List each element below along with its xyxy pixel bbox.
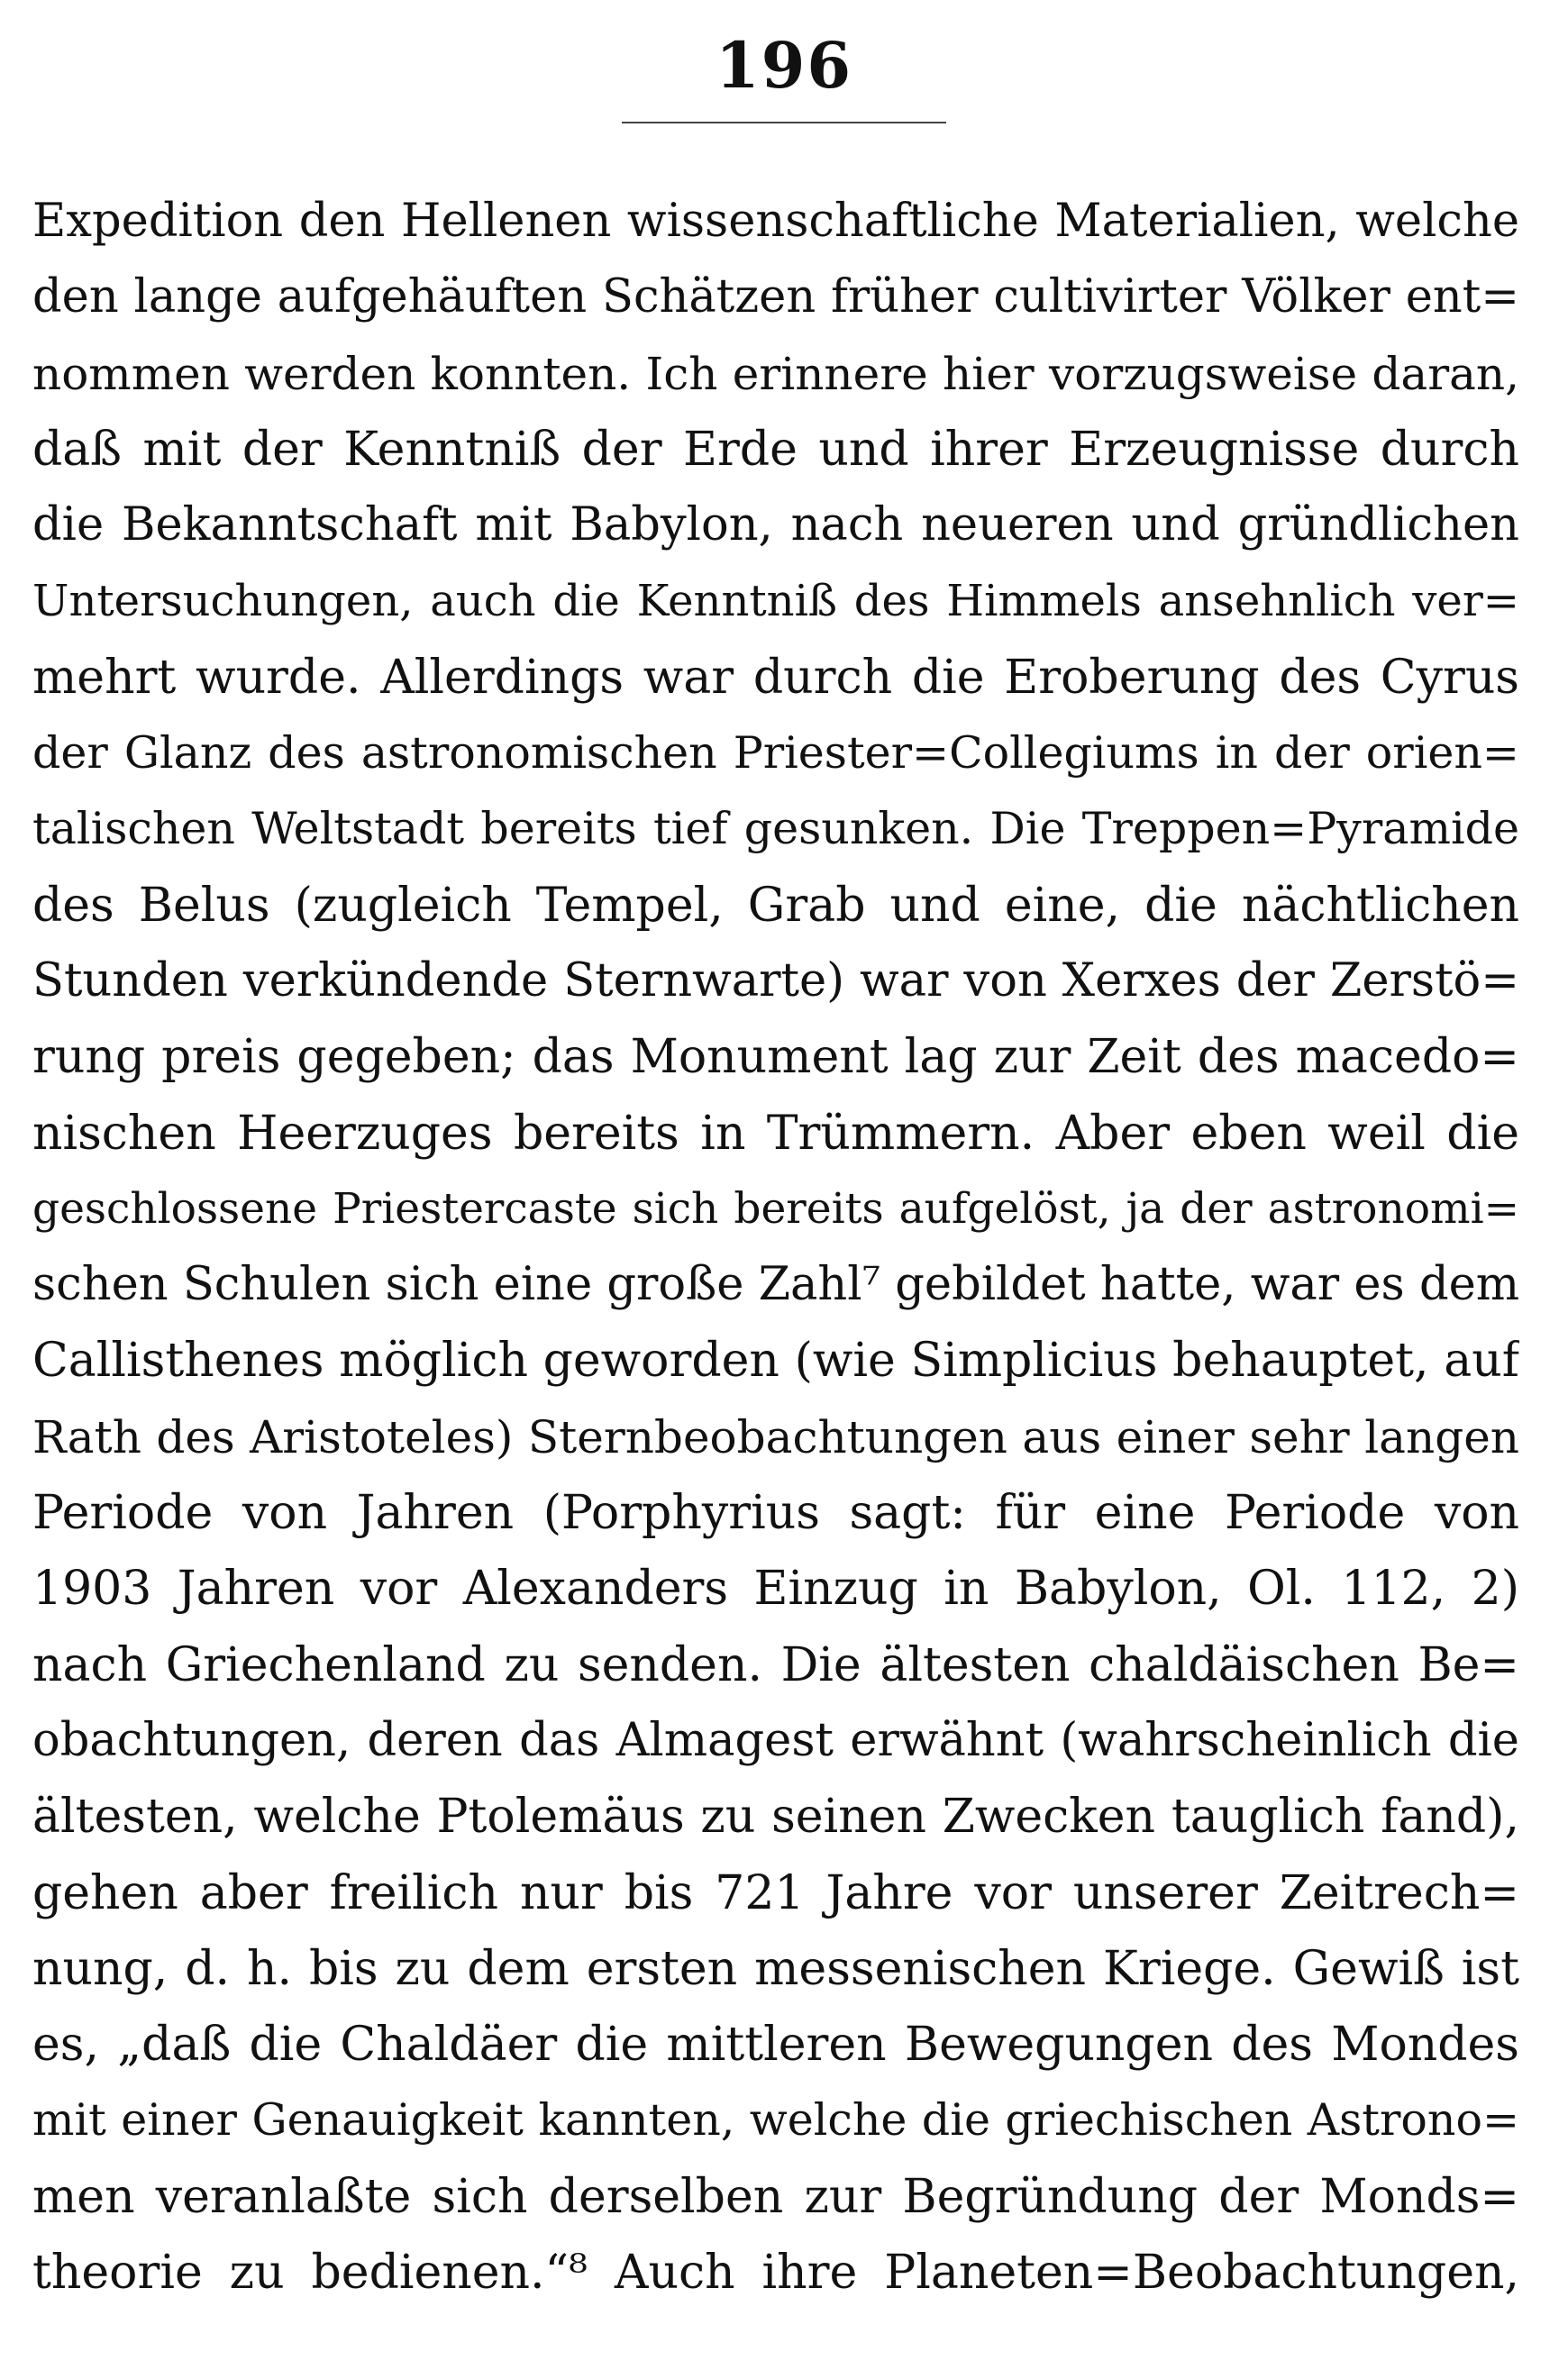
- page-number: 196: [715, 28, 853, 103]
- text-line: daß mit der Kenntniß der Erde und ihrer Erzeugnisse durch: [32, 422, 1519, 477]
- text-line: theorie zu bedienen.“⁸ Auch ihre Planeten=Beobachtungen,: [32, 2246, 1519, 2301]
- text-line: ältesten, welche Ptolemäus zu seinen Zwecken tauglich fand),: [32, 1790, 1519, 1845]
- text-line: des Belus (zugleich Tempel, Grab und eine, die nächtlichen: [32, 878, 1519, 933]
- text-line: der Glanz des astronomischen Priester=Collegiums in der orien=: [32, 727, 1519, 779]
- text-line: nischen Heerzuges bereits in Trümmern. Aber eben weil die: [32, 1106, 1519, 1161]
- text-line: obachtungen, deren das Almagest erwähnt (wahrscheinlich die: [32, 1713, 1519, 1767]
- text-line: geschlossene Priestercaste sich bereits aufgelöst, ja der astronomi=: [32, 1183, 1519, 1234]
- body-text: [32, 184, 1519, 2311]
- text-line: Rath des Aristoteles) Sternbeobachtungen aus einer sehr langen: [32, 1410, 1519, 1463]
- text-line: es, „daß die Chaldäer die mittleren Bewegungen des Mondes: [32, 2018, 1519, 2073]
- text-line: gehen aber freilich nur bis 721 Jahre vor unserer Zeitrech=: [32, 1865, 1519, 1920]
- text-line: die Bekanntschaft mit Babylon, nach neueren und gründlichen: [32, 498, 1519, 552]
- text-line: nung, d. h. bis zu dem ersten messenischen Kriege. Gewiß ist: [32, 1941, 1519, 1996]
- text-line: den lange aufgehäuften Schätzen früher cultivirter Völker ent=: [32, 270, 1519, 324]
- text-line: 1903 Jahren vor Alexanders Einzug in Babylon, Ol. 112, 2): [32, 1562, 1519, 1617]
- text-line: nach Griechenland zu senden. Die ältesten chaldäischen Be=: [32, 1637, 1519, 1692]
- text-line: Callisthenes möglich geworden (wie Simplicius behauptet, auf: [32, 1334, 1519, 1389]
- text-line: rung preis gegeben; das Monument lag zur Zeit des macedo=: [32, 1030, 1519, 1085]
- text-line: Expedition den Hellenen wissenschaftliche Materialien, welche: [32, 195, 1519, 248]
- text-line: mehrt wurde. Allerdings war durch die Eroberung des Cyrus: [32, 650, 1519, 705]
- text-line: Untersuchungen, auch die Kenntniß des Himmels ansehnlich ver=: [32, 576, 1519, 627]
- text-line: schen Schulen sich eine große Zahl⁷ gebildet hatte, war es dem: [32, 1258, 1519, 1312]
- header-rule: [622, 122, 946, 123]
- text-line: mit einer Genauigkeit kannten, welche die griechischen Astrono=: [32, 2094, 1519, 2147]
- text-line: men veranlaßte sich derselben zur Begründung der Monds=: [32, 2169, 1519, 2224]
- text-line: talischen Weltstadt bereits tief gesunken. Die Treppen=Pyramide: [32, 803, 1519, 855]
- text-line: Stunden verkündende Sternwarte) war von Xerxes der Zerstö=: [32, 953, 1519, 1007]
- text-line: nommen werden konnten. Ich erinnere hier vorzugsweise daran,: [32, 347, 1519, 400]
- text-line: Periode von Jahren (Porphyrius sagt: für eine Periode von: [32, 1486, 1519, 1541]
